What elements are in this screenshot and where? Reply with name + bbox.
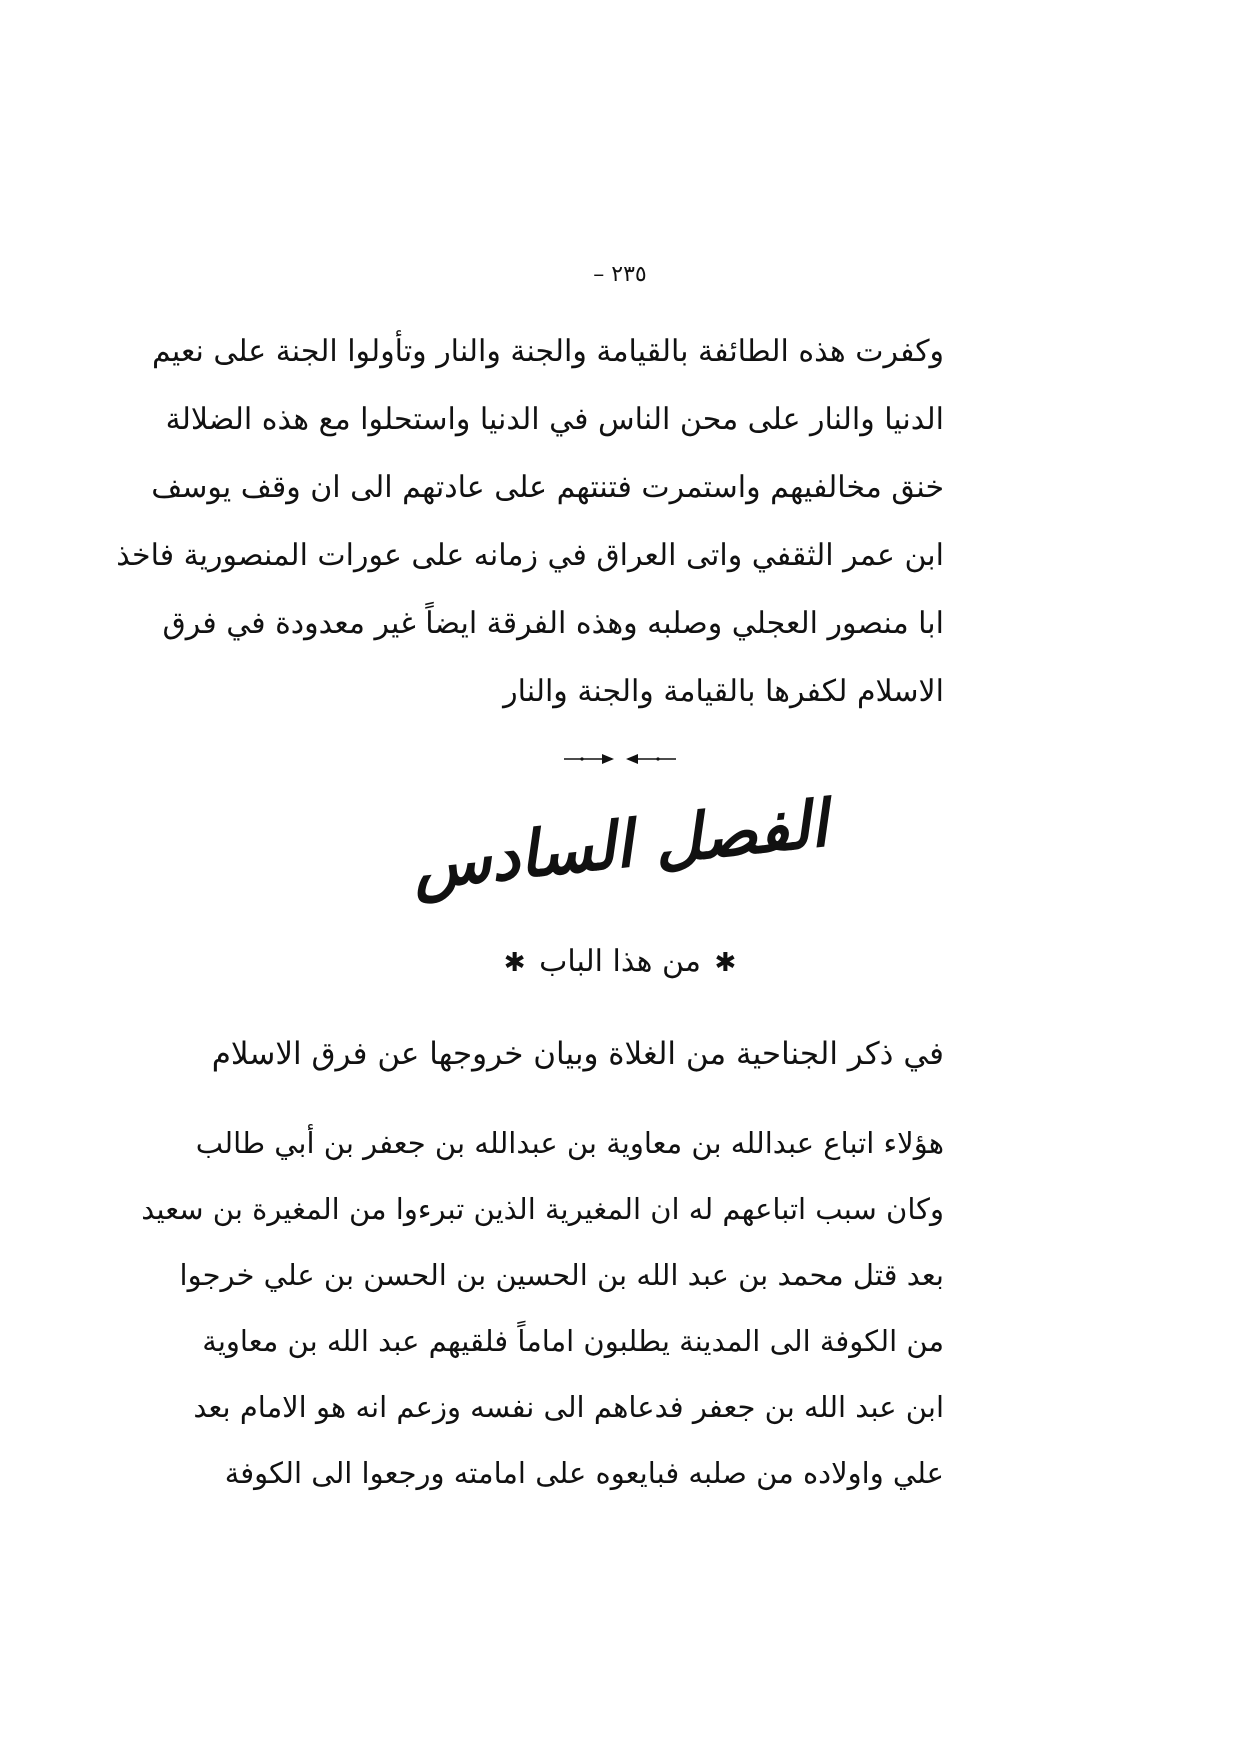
text-line: بعد قتل محمد بن عبد الله بن الحسين بن الحسن بن علي خرجوا [179, 1258, 944, 1292]
text-line: وكفرت هذه الطائفة بالقيامة والجنة والنار وتأولوا الجنة على نعيم [151, 334, 944, 369]
subheading-text: من هذا الباب [539, 944, 701, 979]
chapter-heading: الفصل السادس [409, 786, 831, 905]
subheading [0, 944, 1240, 979]
paragraph-2 [141, 1110, 944, 1506]
section-divider-ornament [562, 752, 678, 766]
text-line: خنق مخالفيهم واستمرت فتنتهم على عادتهم الى ان وقف يوسف [151, 470, 944, 505]
text-line: ابن عمر الثقفي واتى العراق في زمانه على عورات المنصورية فاخذ [116, 538, 944, 573]
paragraph-1 [116, 318, 944, 726]
star-ornament-icon: ✱ [714, 948, 737, 978]
text-line: ابن عبد الله بن جعفر فدعاهم الى نفسه وزعم انه هو الامام بعد [193, 1390, 944, 1424]
page-number: ٢٣٥ – [593, 262, 647, 287]
text-line: من الكوفة الى المدينة يطلبون اماماً فلقيهم عبد الله بن معاوية [202, 1324, 944, 1358]
text-line: الدنيا والنار على محن الناس في الدنيا واستحلوا مع هذه الضلالة [165, 402, 944, 437]
text-line: الاسلام لكفرها بالقيامة والجنة والنار [503, 674, 944, 709]
text-line: هؤلاء اتباع عبدالله بن معاوية بن عبدالله بن جعفر بن أبي طالب [195, 1126, 944, 1160]
section-title: في ذكر الجناحية من الغلاة وبيان خروجها عن فرق الاسلام [211, 1036, 944, 1072]
text-line: علي واولاده من صلبه فبايعوه على امامته ورجعوا الى الكوفة [224, 1456, 944, 1490]
text-line: وكان سبب اتباعهم له ان المغيرية الذين تبرءوا من المغيرة بن سعيد [141, 1192, 944, 1226]
star-ornament-icon: ✱ [503, 948, 526, 978]
text-line: ابا منصور العجلي وصلبه وهذه الفرقة ايضاً غير معدودة في فرق [162, 606, 944, 641]
